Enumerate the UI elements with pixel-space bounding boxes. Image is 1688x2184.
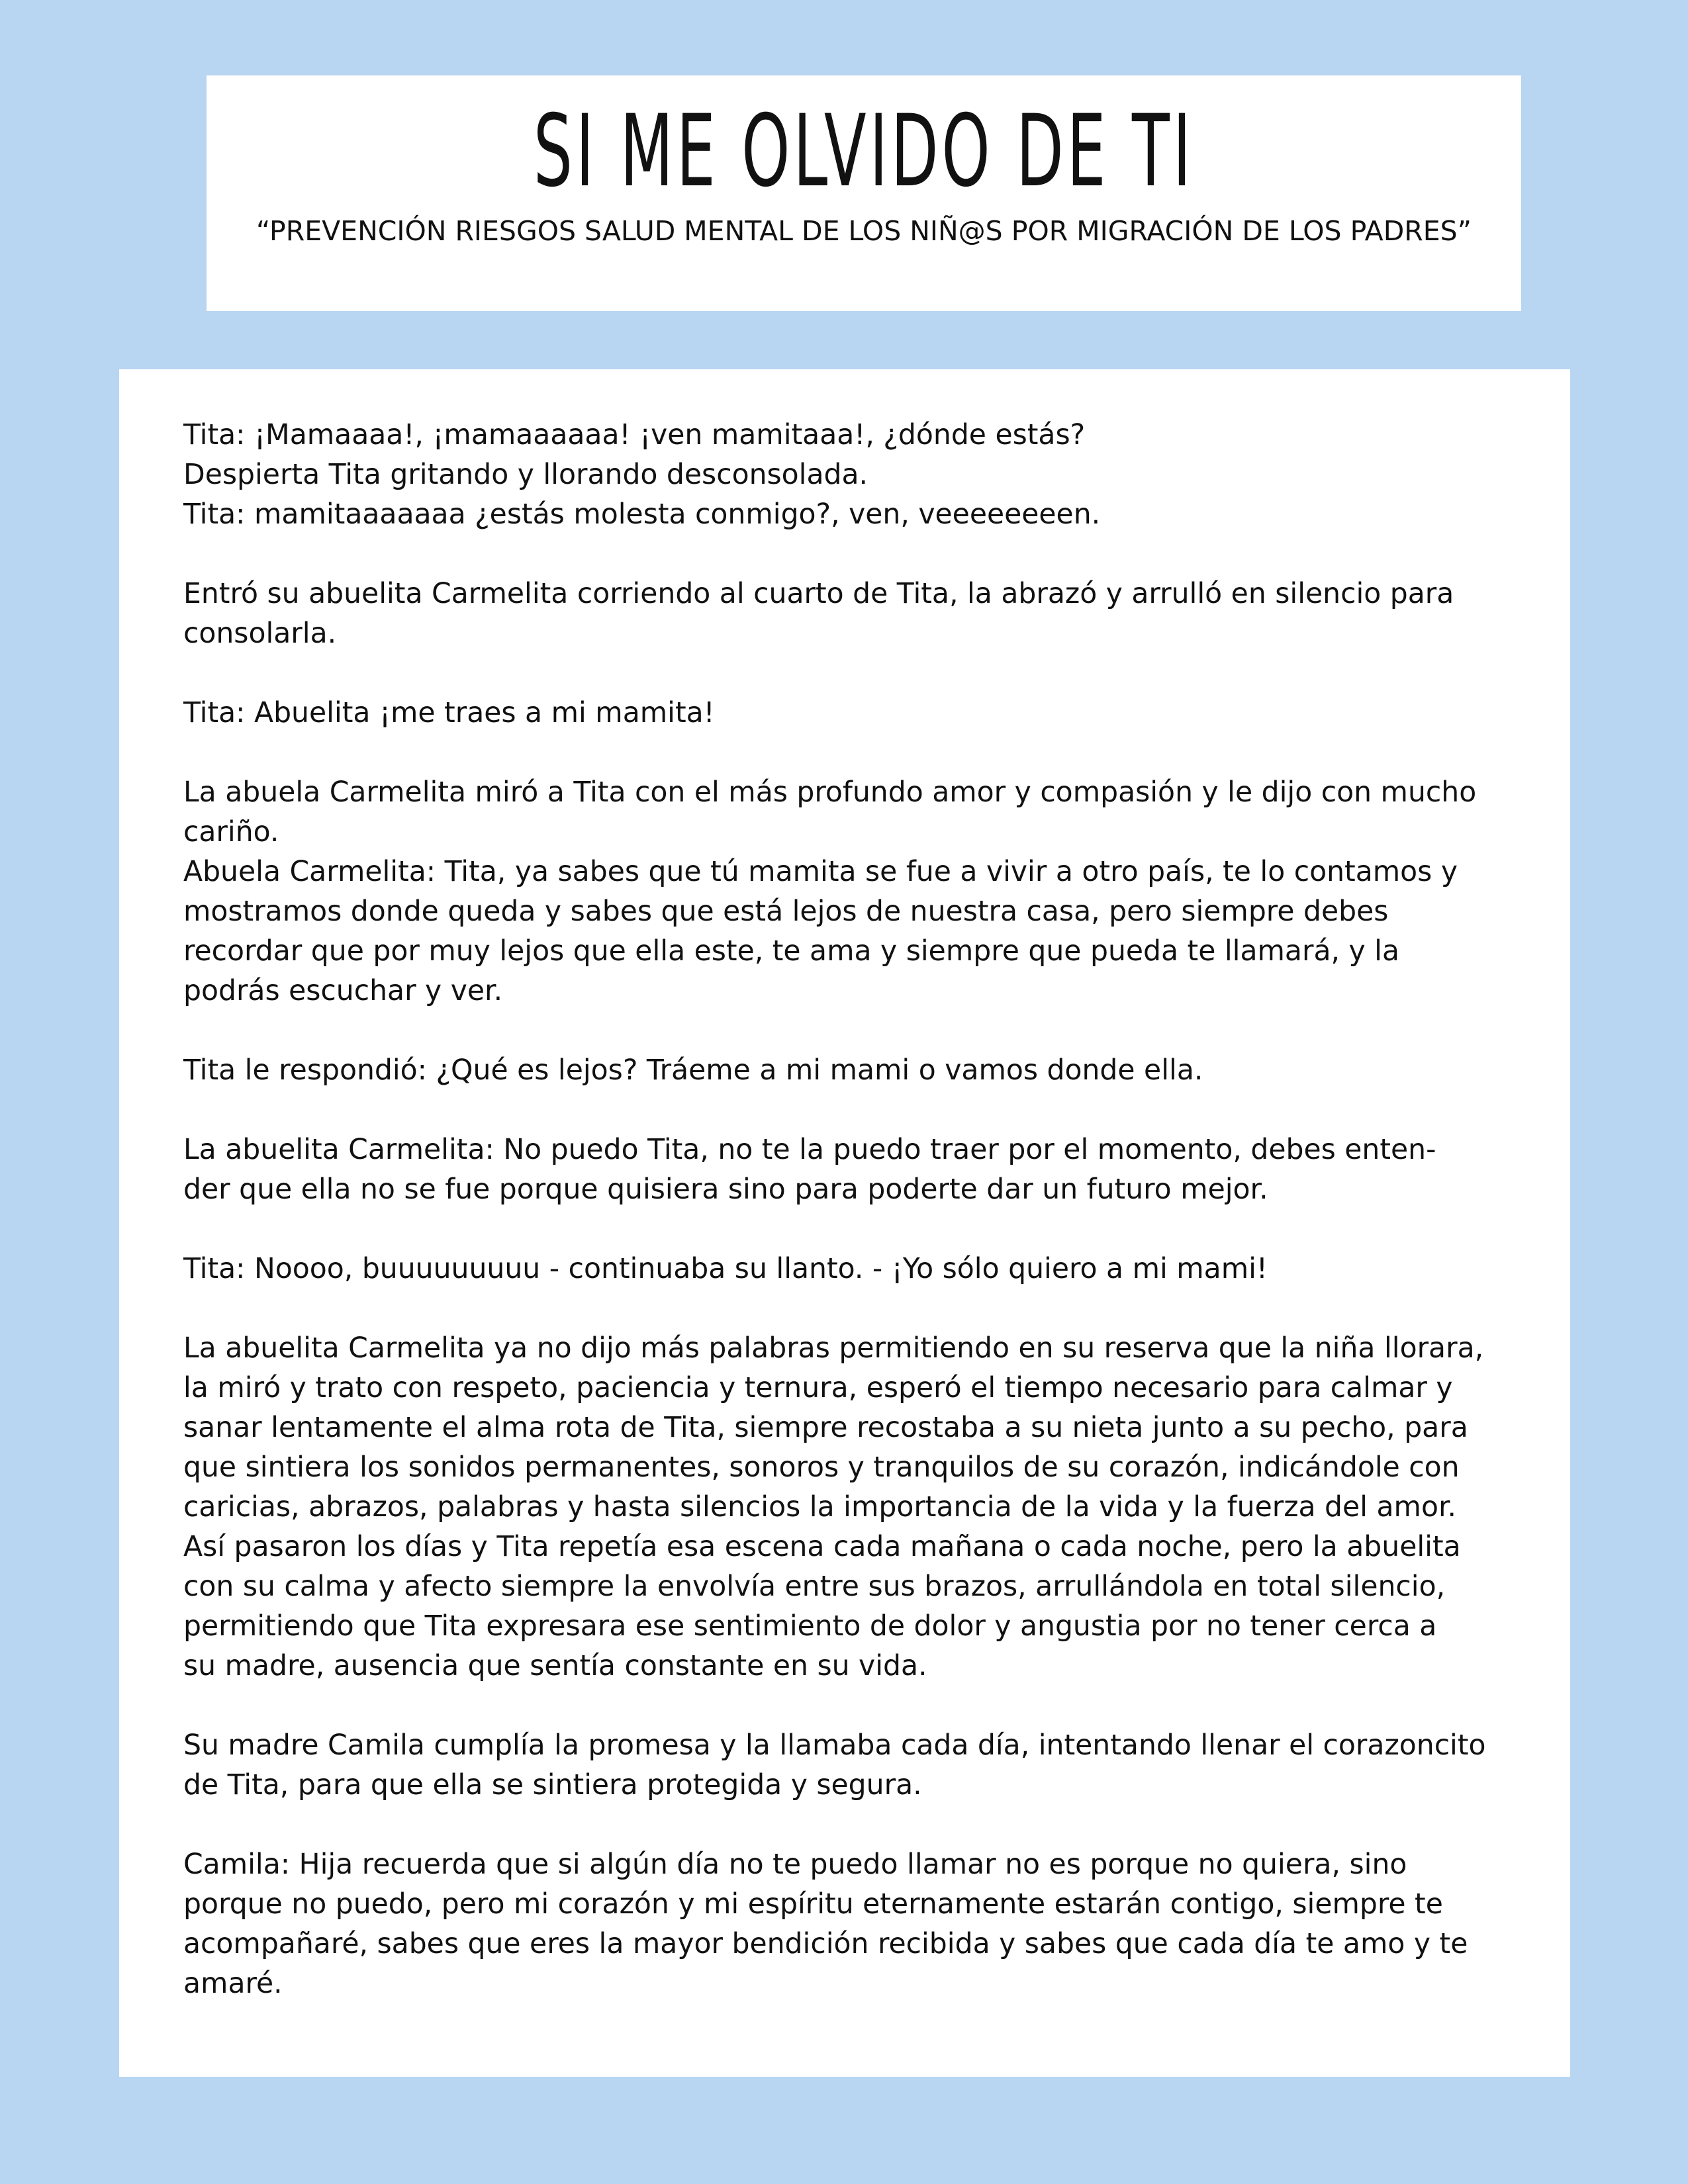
story-line: podrás escuchar y ver. <box>183 975 503 1007</box>
story-paragraph <box>183 574 1511 654</box>
story-line: sanar lentamente el alma rota de Tita, siempre recostaba a su nieta junto a su pecho, para <box>183 1412 1468 1444</box>
story-line: Así pasaron los días y Tita repetía esa escena cada mañana o cada noche, pero la abuelita <box>183 1531 1461 1563</box>
story-line: acompañaré, sabes que eres la mayor bendición recibida y sabes que cada día te amo y te <box>183 1928 1468 1960</box>
story-paragraph <box>183 1130 1511 1210</box>
story-line: mostramos donde queda y sabes que está lejos de nuestra casa, pero siempre debes <box>183 895 1389 928</box>
story-line: Tita: ¡Mamaaaa!, ¡mamaaaaaa! ¡ven mamitaaa!, ¿dónde estás? <box>183 419 1086 451</box>
story-line: caricias, abrazos, palabras y hasta silencios la importancia de la vida y la fuerza del amor. <box>183 1491 1457 1524</box>
story-paragraph <box>183 1051 1511 1091</box>
story-line: der que ella no se fue porque quisiera sino para poderte dar un futuro mejor. <box>183 1173 1268 1206</box>
story-paragraph <box>183 1250 1511 1289</box>
page-title: SI ME OLVIDO DE TI <box>533 94 1195 209</box>
title-banner <box>207 75 1521 311</box>
story-line: Despierta Tita gritando y llorando desconsolada. <box>183 459 868 491</box>
story-line: La abuela Carmelita miró a Tita con el más profundo amor y compasión y le dijo con mucho <box>183 776 1477 809</box>
story-paragraph <box>183 416 1511 535</box>
story-paragraph <box>183 773 1511 1011</box>
story-line: Tita: mamitaaaaaaa ¿estás molesta conmigo?, ven, veeeeeeeen. <box>183 498 1101 531</box>
story-line: La abuelita Carmelita: No puedo Tita, no te la puedo traer por el momento, debes enten- <box>183 1134 1436 1166</box>
story-line: Su madre Camila cumplía la promesa y la llamaba cada día, intentando llenar el corazoncito <box>183 1729 1486 1762</box>
story-paragraph <box>183 694 1511 733</box>
story-line: de Tita, para que ella se sintiera protegida y segura. <box>183 1769 922 1801</box>
story-line: Entró su abuelita Carmelita corriendo al cuarto de Tita, la abrazó y arrulló en silencio para <box>183 578 1454 610</box>
page-subtitle: “PREVENCIÓN RIESGOS SALUD MENTAL DE LOS NIÑ@S POR MIGRACIÓN DE LOS PADRES” <box>256 215 1472 247</box>
story-line: amaré. <box>183 1968 283 2000</box>
story-line: con su calma y afecto siempre la envolvía entre sus brazos, arrullándola en total silencio, <box>183 1570 1446 1603</box>
story-line: permitiendo que Tita expresara ese sentimiento de dolor y angustia por no tener cerca a <box>183 1610 1437 1643</box>
story-paragraph <box>183 1726 1511 1805</box>
story-line: cariño. <box>183 816 279 848</box>
story-line: porque no puedo, pero mi corazón y mi espíritu eternamente estarán contigo, siempre te <box>183 1888 1443 1921</box>
story-line: Tita le respondió: ¿Qué es lejos? Tráeme a mi mami o vamos donde ella. <box>183 1054 1203 1087</box>
story-line: Tita: Abuelita ¡me traes a mi mamita! <box>183 697 715 729</box>
story-line: Camila: Hija recuerda que si algún día no te puedo llamar no es porque no quiera, sino <box>183 1848 1407 1881</box>
story-paragraph <box>183 1329 1511 1686</box>
story-line: la miró y trato con respeto, paciencia y ternura, esperó el tiempo necesario para calmar y <box>183 1372 1453 1404</box>
story-line: Abuela Carmelita: Tita, ya sabes que tú mamita se fue a vivir a otro país, te lo contamos y <box>183 856 1458 888</box>
story-paragraph <box>183 1845 1511 2004</box>
story-line: Tita: Noooo, buuuuuuuuu - continuaba su llanto. - ¡Yo sólo quiero a mi mami! <box>183 1253 1268 1285</box>
story-line: su madre, ausencia que sentía constante en su vida. <box>183 1650 927 1682</box>
story-line: consolarla. <box>183 617 337 650</box>
story-line: La abuelita Carmelita ya no dijo más palabras permitiendo en su reserva que la niña llorara, <box>183 1332 1484 1365</box>
story-panel <box>119 369 1570 2077</box>
story-line: recordar que por muy lejos que ella este, te ama y siempre que pueda te llamará, y la <box>183 935 1400 968</box>
story-line: que sintiera los sonidos permanentes, sonoros y tranquilos de su corazón, indicándole con <box>183 1451 1460 1484</box>
